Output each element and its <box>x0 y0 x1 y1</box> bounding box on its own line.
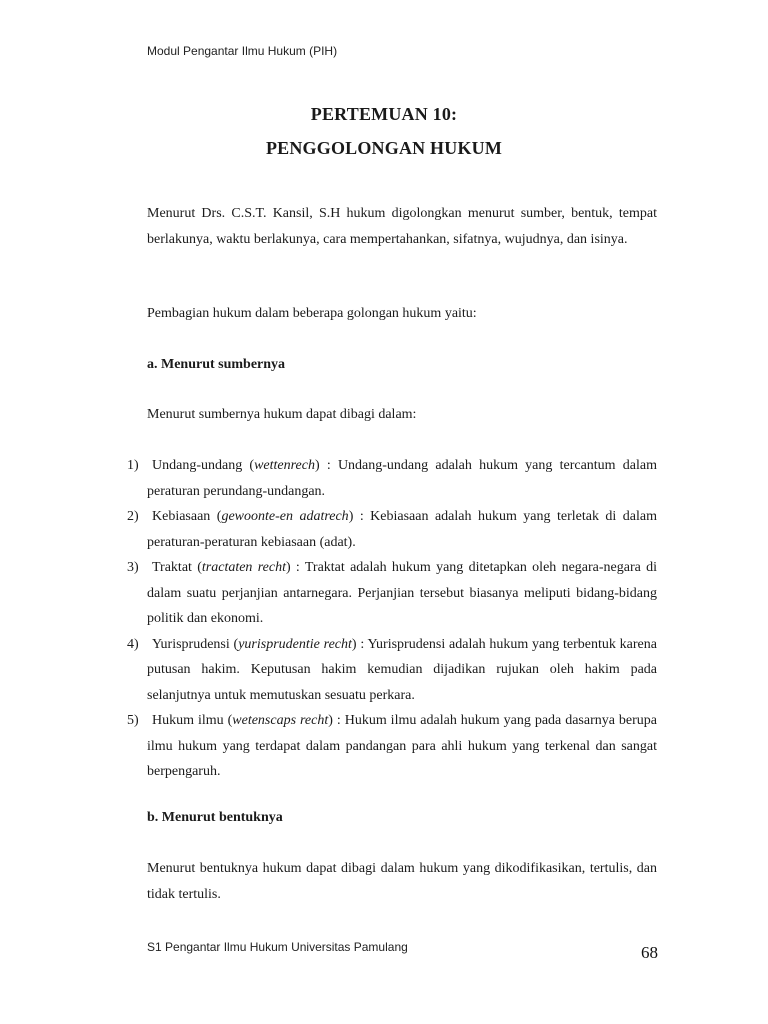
section-b-heading: b. Menurut bentuknya <box>147 810 283 825</box>
list-item-description: ) : Undang-undang adalah hukum yang tercantum dalam peraturan perundang-undangan. <box>147 458 657 499</box>
list-item-term: Traktat ( <box>152 560 202 575</box>
list-item-number: 2) <box>127 509 139 524</box>
list-item-italic-term: yurisprudentie recht <box>238 636 352 652</box>
list-item-number: 4) <box>127 636 139 652</box>
division-paragraph: Pembagian hukum dalam beberapa golongan hukum yaitu: <box>147 306 477 321</box>
running-header: Modul Pengantar Ilmu Hukum (PIH) <box>147 44 338 58</box>
list-item <box>127 632 657 709</box>
list-item <box>127 555 658 632</box>
source-list <box>127 453 658 785</box>
section-a-heading: a. Menurut sumbernya <box>147 357 286 372</box>
intro-paragraph: Menurut Drs. C.S.T. Kansil, S.H hukum digolongkan menurut sumber, bentuk, tempat berlakunya, waktu berlakunya, cara mempertahankan, sifatnya, wujudnya, dan isinya. <box>147 206 657 247</box>
list-item-description: ) : Hukum ilmu adalah hukum yang pada dasarnya berupa ilmu hukum yang terdapat dalam pandangan para ahli hukum yang terkenal dan sangat berpengaruh. <box>147 713 658 779</box>
page-number: 68 <box>641 943 658 962</box>
list-item-number: 1) <box>127 458 139 473</box>
list-item-term: Kebiasaan ( <box>152 509 222 524</box>
list-item <box>127 708 658 785</box>
list-item-italic-term: tractaten recht <box>201 560 286 575</box>
list-item-term: Hukum ilmu ( <box>152 713 233 728</box>
list-item <box>127 504 657 555</box>
section-b-lead: Menurut bentuknya hukum dapat dibagi dalam hukum yang dikodifikasikan, tertulis, dan tidak tertulis. <box>147 861 657 902</box>
list-item-italic-term: wetenscaps recht <box>232 713 329 728</box>
list-item-number: 5) <box>127 713 139 728</box>
running-footer: S1 Pengantar Ilmu Hukum Universitas Pamulang <box>147 940 408 954</box>
chapter-subtitle: PENGGOLONGAN HUKUM <box>265 138 503 158</box>
section-a-lead: Menurut sumbernya hukum dapat dibagi dalam: <box>147 407 417 422</box>
chapter-title: PERTEMUAN 10: <box>310 104 458 124</box>
list-item-description: ) : Traktat adalah hukum yang ditetapkan oleh negara-negara di dalam suatu perjanjian antarnegara. Perjanjian tersebut biasanya meliputi bidang-bidang politik dan ekonomi. <box>147 560 658 626</box>
list-item-number: 3) <box>127 560 139 575</box>
list-item-description: ) : Yurisprudensi adalah hukum yang terbentuk karena putusan hakim. Keputusan hakim kemudian dijadikan rujukan oleh hakim pada selanjutnya untuk memutuskan sesuatu perkara. <box>147 636 657 703</box>
list-item <box>127 453 657 504</box>
list-item-italic-term: gewoonte-en adatrech <box>221 509 349 524</box>
list-item-italic-term: wettenrech <box>254 458 315 473</box>
list-item-term: Undang-undang ( <box>152 458 255 473</box>
list-item-term: Yurisprudensi ( <box>152 636 239 652</box>
list-item-description: ) : Kebiasaan adalah hukum yang terletak di dalam peraturan-peraturan kebiasaan (adat). <box>147 509 657 550</box>
